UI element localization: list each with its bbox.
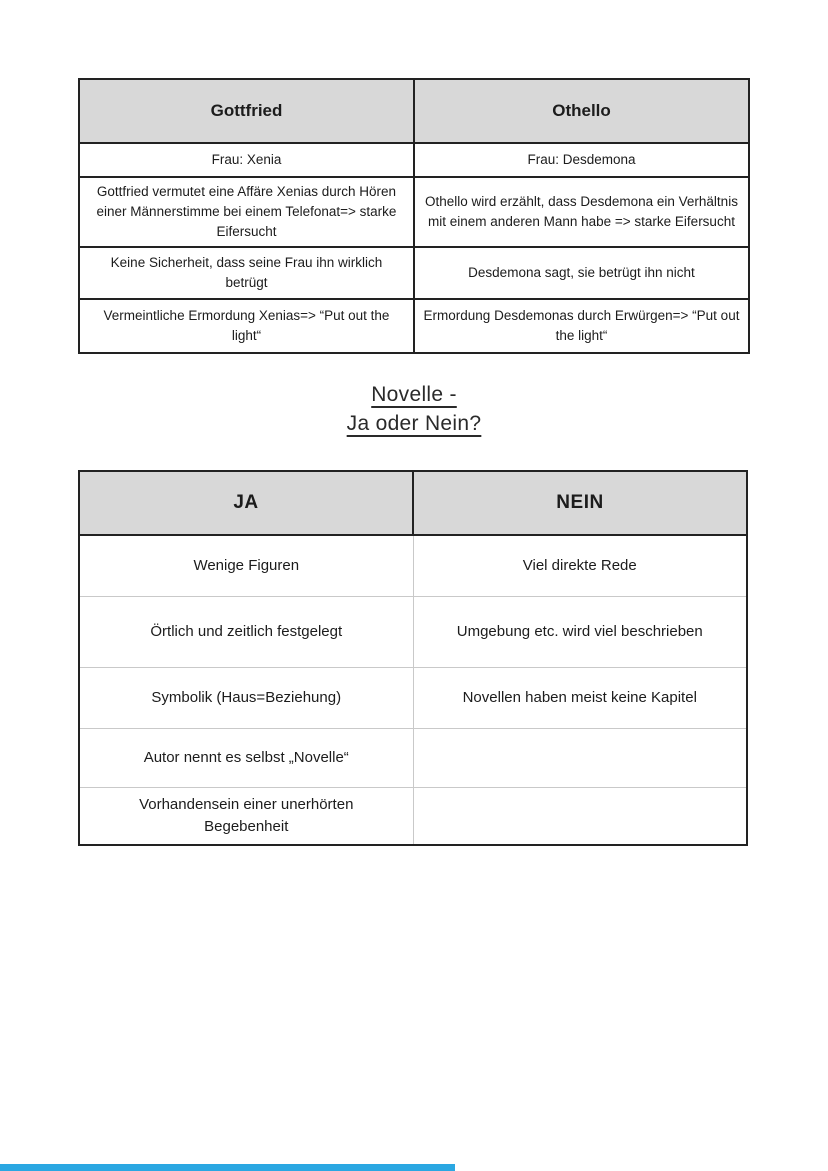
section-heading-line2: Ja oder Nein? [346,411,482,435]
table-cell [413,788,747,846]
table-row [79,597,747,668]
novelle-header-nein: NEIN [413,471,747,535]
comparison-header-othello: Othello [414,79,749,143]
section-heading-line1: Novelle - [371,383,457,406]
table-cell [413,729,747,788]
table-row [79,788,747,846]
table-cell: Frau: Desdemona [414,143,749,177]
table-cell: Gottfried vermutet eine Affäre Xenias durch Hören einer Männerstimme bei einem Telefonat=> starke Eifersucht [79,177,414,247]
comparison-table-header-row [79,79,749,143]
table-cell: Frau: Xenia [79,143,414,177]
table-cell: Desdemona sagt, sie betrügt ihn nicht [414,247,749,299]
table-cell: Novellen haben meist keine Kapitel [413,668,747,729]
table-cell: Autor nennt es selbst „Novelle“ [79,729,413,788]
table-row [79,143,749,177]
table-cell: Keine Sicherheit, dass seine Frau ihn wirklich betrügt [79,247,414,299]
table-cell: Örtlich und zeitlich festgelegt [79,597,413,668]
table-cell: Vorhandensein einer unerhörten Begebenheit [79,788,413,846]
table-cell: Umgebung etc. wird viel beschrieben [413,597,747,668]
table-row [79,535,747,597]
section-heading [0,381,828,439]
table-cell: Wenige Figuren [79,535,413,597]
table-row [79,299,749,353]
table-cell: Symbolik (Haus=Beziehung) [79,668,413,729]
table-cell: Viel direkte Rede [413,535,747,597]
comparison-header-gottfried: Gottfried [79,79,414,143]
bottom-accent-bar [0,1164,455,1171]
table-cell: Vermeintliche Ermordung Xenias=> “Put out the light“ [79,299,414,353]
table-row [79,729,747,788]
novelle-table [78,470,748,846]
novelle-table-header-row [79,471,747,535]
table-row [79,668,747,729]
table-row [79,177,749,247]
novelle-header-ja: JA [79,471,413,535]
table-cell: Othello wird erzählt, dass Desdemona ein Verhältnis mit einem anderen Mann habe => starke Eifersucht [414,177,749,247]
comparison-table [78,78,750,354]
table-cell: Ermordung Desdemonas durch Erwürgen=> “Put out the light“ [414,299,749,353]
table-row [79,247,749,299]
